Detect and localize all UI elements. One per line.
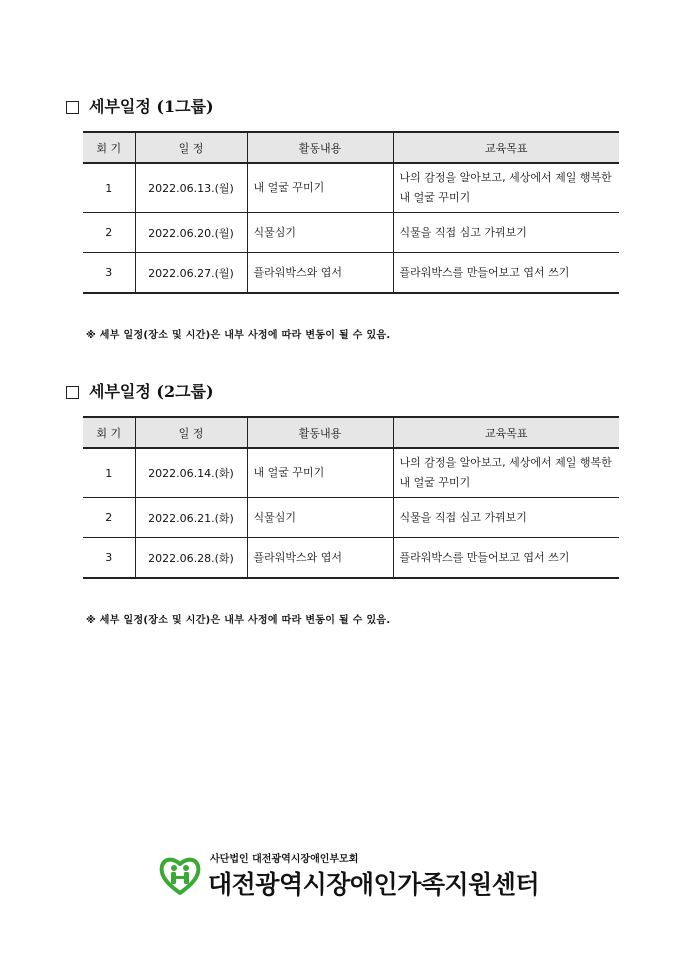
session-date: 2022.06.27.(월) [135, 253, 247, 294]
header-goal: 교육목표 [393, 132, 619, 163]
session-activity: 식물심기 [247, 498, 393, 538]
session-number: 3 [83, 253, 135, 294]
table-header-row [83, 132, 619, 163]
table-header-row [83, 417, 619, 448]
header-activity: 활동내용 [247, 132, 393, 163]
schedule-section-2 [66, 381, 622, 626]
session-number: 1 [83, 163, 135, 213]
session-goal: 나의 감정을 알아보고, 세상에서 제일 행복한 내 얼굴 꾸미기 [393, 448, 619, 498]
table-row [83, 498, 619, 538]
logo-subtitle: 사단법인 대전광역시장애인부모회 [210, 854, 359, 865]
session-activity: 플라워박스와 엽서 [247, 253, 393, 294]
session-date: 2022.06.21.(화) [135, 498, 247, 538]
family-logo-icon [158, 853, 202, 897]
session-goal: 나의 감정을 알아보고, 세상에서 제일 행복한 내 얼굴 꾸미기 [393, 163, 619, 213]
session-goal: 플라워박스를 만들어보고 엽서 쓰기 [393, 253, 619, 294]
session-number: 2 [83, 498, 135, 538]
session-goal: 식물을 직접 심고 가꿔보기 [393, 213, 619, 253]
header-goal: 교육목표 [393, 417, 619, 448]
checkbox-icon [66, 101, 79, 114]
session-goal: 식물을 직접 심고 가꿔보기 [393, 498, 619, 538]
schedule-section-1 [66, 96, 622, 341]
header-session: 회 기 [83, 417, 135, 448]
session-date: 2022.06.28.(화) [135, 538, 247, 579]
header-session: 회 기 [83, 132, 135, 163]
schedule-note: ※ 세부 일정(장소 및 시간)은 내부 사정에 따라 변동이 될 수 있음. [86, 615, 391, 626]
logo-organization-name: 대전광역시장애인가족지원센터 [208, 870, 540, 899]
schedule-table [83, 416, 619, 579]
schedule-table [83, 131, 619, 294]
session-date: 2022.06.13.(월) [135, 163, 247, 213]
session-number: 3 [83, 538, 135, 579]
session-activity: 플라워박스와 엽서 [247, 538, 393, 579]
table-row [83, 253, 619, 294]
table-row [83, 448, 619, 498]
table-row [83, 538, 619, 579]
section-title: 세부일정 (2그룹) [66, 381, 622, 403]
session-goal: 플라워박스를 만들어보고 엽서 쓰기 [393, 538, 619, 579]
session-activity: 식물심기 [247, 213, 393, 253]
session-activity: 내 얼굴 꾸미기 [247, 448, 393, 498]
header-activity: 활동내용 [247, 417, 393, 448]
session-date: 2022.06.20.(월) [135, 213, 247, 253]
table-row [83, 213, 619, 253]
checkbox-icon [66, 386, 79, 399]
header-date: 일 정 [135, 417, 247, 448]
table-row [83, 163, 619, 213]
session-date: 2022.06.14.(화) [135, 448, 247, 498]
session-number: 1 [83, 448, 135, 498]
section-title: 세부일정 (1그룹) [66, 96, 622, 118]
header-date: 일 정 [135, 132, 247, 163]
schedule-note: ※ 세부 일정(장소 및 시간)은 내부 사정에 따라 변동이 될 수 있음. [86, 330, 391, 341]
session-activity: 내 얼굴 꾸미기 [247, 163, 393, 213]
organization-logo [158, 850, 558, 900]
session-number: 2 [83, 213, 135, 253]
